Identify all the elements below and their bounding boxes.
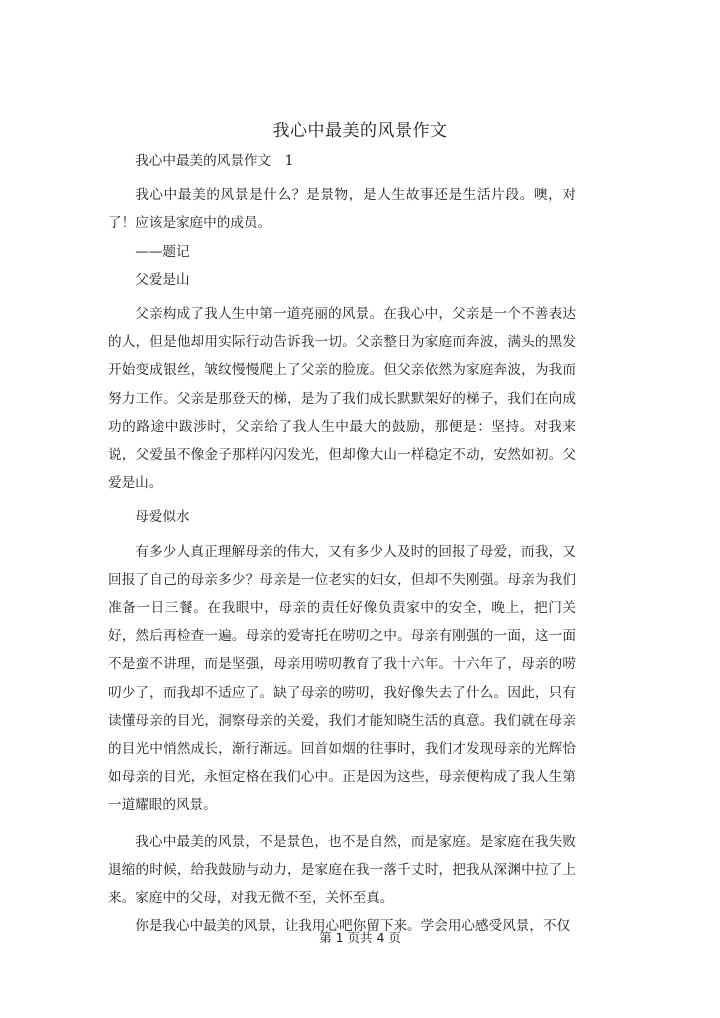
epigraph-attribution: ——题记: [135, 243, 190, 260]
intro-paragraph: 我心中最美的风景是什么？是景物，是人生故事还是生活片段。噢，对了！应该是家庭中的成员。: [108, 187, 576, 232]
page-title: 我心中最美的风景作文: [272, 121, 448, 141]
document-subtitle: 我心中最美的风景作文 1: [135, 153, 294, 169]
father-paragraph: 父亲构成了我人生中第一道亮丽的风景。在我心中，父亲是一个不善表达的人，但是他却用实际行动告诉我一切。父亲整日为家庭而奔波，满头的黑发开始变成银丝，皱纹慢慢爬上了父亲的脸庞。但父亲依然为家庭奔波，为我而努力工作。父亲是那登天的梯，是为了我们成长默默架好的梯子，我们在向成功的路途中跋涉时，父亲给了我人生中最大的鼓励，那便是：坚持。对我来说，父爱虽不像金子那样闪闪发光，但却像大山一样稳定不动，安然如初。父爱是山。: [108, 306, 576, 492]
section-heading-mother: 母爱似水: [135, 509, 190, 526]
mother-paragraph: 有多少人真正理解母亲的伟大，又有多少人及时的回报了母爱，而我，又回报了自己的母亲多少？母亲是一位老实的妇女，但却不失刚强。母亲为我们准备一日三餐。在我眼中，母亲的责任好像负责家中的安全，晚上，把门关好，然后再检查一遍。母亲的爱寄托在唠叨之中。母亲有刚强的一面，这一面不是蛮不讲理，而是坚强，母亲用唠叨教育了我十六年。十六年了，母亲的唠叨少了，而我却不适应了。缺了母亲的唠叨，我好像失去了什么。因此，只有读懂母亲的目光，洞察母亲的关爱，我们才能知晓生活的真意。我们就在母亲的目光中悄然成长，渐行渐远。回首如烟的往事时，我们才发现母亲的光辉恰如母亲的目光，永恒定格在我们心中。正是因为这些，母亲便构成了我人生第一道耀眼的风景。: [108, 543, 576, 814]
section-heading-father: 父爱是山: [135, 271, 190, 288]
family-paragraph: 我心中最美的风景，不是景色，也不是自然，而是家庭。是家庭在我失败退缩的时候，给我鼓励与动力，是家庭在我一落千丈时，把我从深渊中拉了上来。家庭中的父母，对我无微不至，关怀至真。: [108, 833, 576, 907]
page-footer: 第 1 页共 4 页: [319, 930, 401, 945]
document-body: [108, 147, 576, 940]
closing-paragraph: 你是我心中最美的风景，让我用心吧你留下来。学会用心感受风景，不仅: [135, 918, 571, 935]
